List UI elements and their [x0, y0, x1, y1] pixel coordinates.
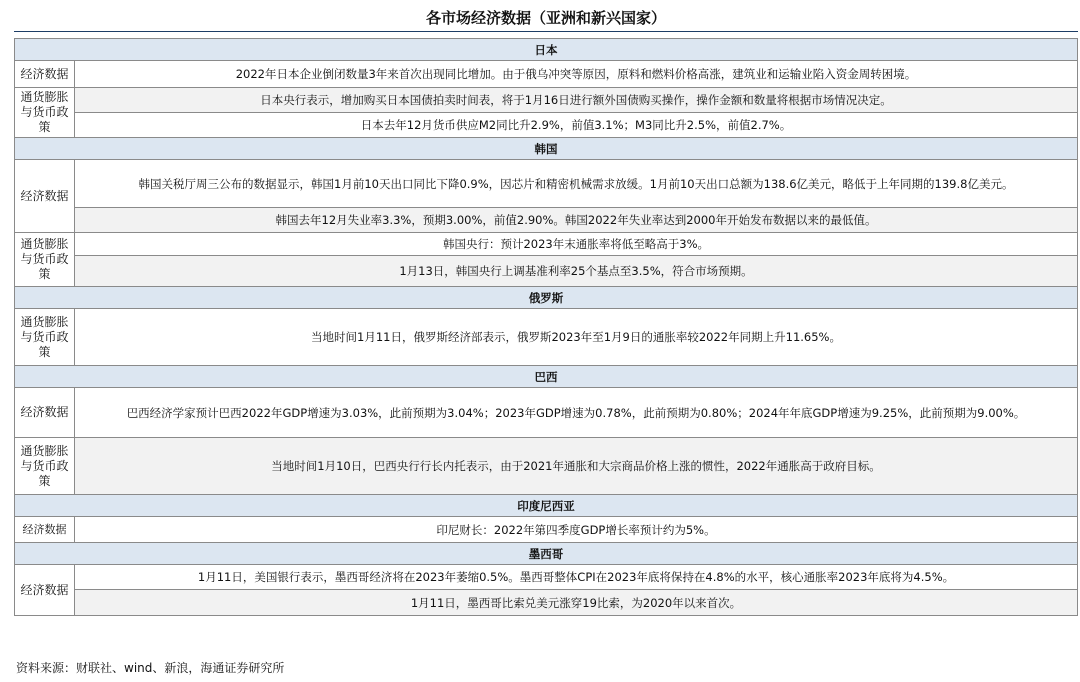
category-label: 经济数据 [15, 388, 75, 438]
category-label: 通货膨胀与货币政策 [15, 309, 75, 366]
table-row [15, 309, 1078, 366]
table-row [15, 590, 1078, 616]
section-header-russia: 俄罗斯 [15, 287, 1078, 309]
section-header-brazil: 巴西 [15, 366, 1078, 388]
section-row-mexico [15, 543, 1078, 565]
table-row [15, 61, 1078, 88]
table-cell: 当地时间1月11日，俄罗斯经济部表示，俄罗斯2023年至1月9日的通胀率较2022年同期上升11.65%。 [75, 309, 1078, 366]
table-row [15, 208, 1078, 233]
category-label: 经济数据 [15, 565, 75, 616]
source-note: 资料来源：财联社、wind、新浪，海通证券研究所 [16, 661, 285, 675]
table-row [15, 88, 1078, 113]
section-row-brazil [15, 366, 1078, 388]
table-row [15, 438, 1078, 495]
table-cell: 巴西经济学家预计巴西2022年GDP增速为3.03%，此前预期为3.04%；2023年GDP增速为0.78%，此前预期为0.80%；2024年年底GDP增速为9.25%，此前预期为9.00%。 [75, 388, 1078, 438]
table-cell: 韩国央行：预计2023年末通胀率将低至略高于3%。 [75, 233, 1078, 256]
page-title: 各市场经济数据（亚洲和新兴国家） [14, 4, 1078, 32]
section-header-mexico: 墨西哥 [15, 543, 1078, 565]
category-label: 通货膨胀与货币政策 [15, 233, 75, 287]
category-label: 通货膨胀与货币政策 [15, 88, 75, 138]
section-row-indonesia [15, 495, 1078, 517]
category-label: 经济数据 [15, 160, 75, 233]
table-row [15, 517, 1078, 543]
category-label: 经济数据 [15, 61, 75, 88]
economic-data-table [14, 38, 1078, 616]
section-row-russia [15, 287, 1078, 309]
table-row [15, 160, 1078, 208]
table-cell: 日本央行表示，增加购买日本国债拍卖时间表，将于1月16日进行额外国债购买操作，操作金额和数量将根据市场情况决定。 [75, 88, 1078, 113]
section-row-japan [15, 39, 1078, 61]
table-row [15, 256, 1078, 287]
section-header-indonesia: 印度尼西亚 [15, 495, 1078, 517]
table-cell: 1月11日，墨西哥比索兑美元涨穿19比索，为2020年以来首次。 [75, 590, 1078, 616]
table-cell: 当地时间1月10日，巴西央行行长内托表示，由于2021年通胀和大宗商品价格上涨的惯性，2022年通胀高于政府目标。 [75, 438, 1078, 495]
table-cell: 1月11日，美国银行表示，墨西哥经济将在2023年萎缩0.5%。墨西哥整体CPI在2023年底将保持在4.8%的水平，核心通胀率2023年底将为4.5%。 [75, 565, 1078, 590]
table-cell: 日本去年12月货币供应M2同比升2.9%，前值3.1%；M3同比升2.5%，前值2.7%。 [75, 113, 1078, 138]
table-cell: 韩国去年12月失业率3.3%，预期3.00%，前值2.90%。韩国2022年失业率达到2000年开始发布数据以来的最低值。 [75, 208, 1078, 233]
category-label: 通货膨胀与货币政策 [15, 438, 75, 495]
section-header-japan: 日本 [15, 39, 1078, 61]
table-row [15, 565, 1078, 590]
table-row [15, 388, 1078, 438]
category-label: 经济数据 [15, 517, 75, 543]
section-row-korea [15, 138, 1078, 160]
table-row [15, 233, 1078, 256]
table-cell: 印尼财长：2022年第四季度GDP增长率预计约为5%。 [75, 517, 1078, 543]
table-row [15, 113, 1078, 138]
section-header-korea: 韩国 [15, 138, 1078, 160]
table-cell: 1月13日，韩国央行上调基准利率25个基点至3.5%，符合市场预期。 [75, 256, 1078, 287]
table-cell: 2022年日本企业倒闭数量3年来首次出现同比增加。由于俄乌冲突等原因，原料和燃料价格高涨，建筑业和运输业陷入资金周转困境。 [75, 61, 1078, 88]
table-cell: 韩国关税厅周三公布的数据显示，韩国1月前10天出口同比下降0.9%，因芯片和精密机械需求放缓。1月前10天出口总额为138.6亿美元，略低于上年同期的139.8亿美元。 [75, 160, 1078, 208]
